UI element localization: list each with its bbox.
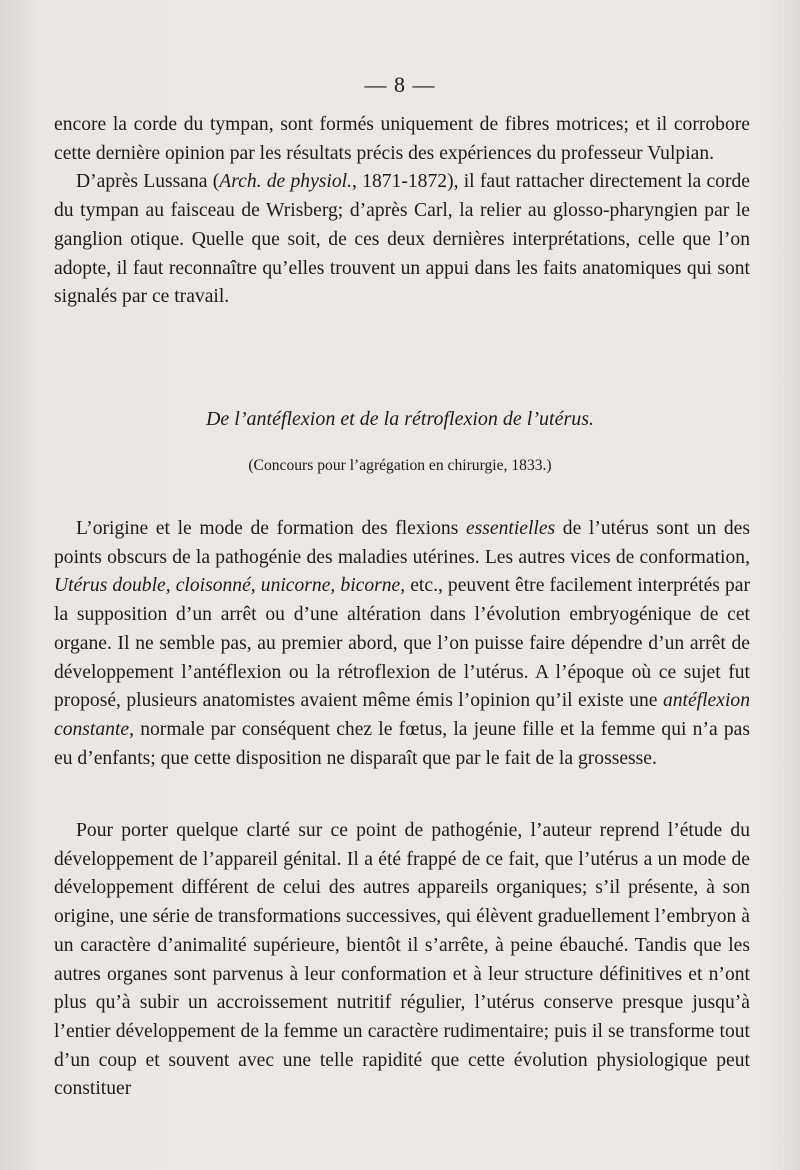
intro-p2-start: D’après Lussana ( bbox=[76, 171, 220, 193]
emphasis-uterus-types: Utérus double, cloisonné, unicorne, bicorne, bbox=[54, 575, 406, 597]
section-title: De l’antéflexion et de la rétroflexion de l’utérus. bbox=[205, 408, 595, 430]
body-paragraph-2 bbox=[54, 817, 750, 1104]
section-subtitle: (Concours pour l’agrégation en chirurgie, 1833.) bbox=[248, 457, 552, 474]
page-number: — 8 — bbox=[364, 72, 436, 97]
body-paragraph-1 bbox=[54, 515, 750, 773]
intro-paragraph-1: encore la corde du tympan, sont formés uniquement de fibres motrices; et il corrobore cette dernière opinion par les résultats précis des expériences du professeur Vulpian. bbox=[54, 114, 750, 164]
intro-section bbox=[54, 111, 750, 312]
body-p1-a: L’origine et le mode de formation des flexions bbox=[76, 518, 466, 539]
body-p1-b: de l’utérus sont un des points obscurs de la pathogénie des maladies utérines. Les autres vices de conformation, bbox=[54, 518, 750, 568]
body-p2: Pour porter quelque clarté sur ce point de pathogénie, l’auteur reprend l’étude du développement de l’appareil génital. Il a été frappé de ce fait, que l’utérus a un mode de développement différent de celui des autres appareils organiques; s’il présente, à son origine, une série de transformations successives, qui élèvent graduellement l’embryon à un caractère d’animalité supérieure, bientôt il s’arrête, à peine ébauché. Tandis que les autres organes sont parvenus à leur conformation et à leur structure définitives et n’ont plus qu’à subir un accroissement nutritif régulier, l’utérus conserve presque jusqu’à l’entier développement de la femme un caractère rudimentaire; puis il se transforme tout d’un coup et souvent avec une telle rapidité que cette évolution physiologique peut constituer bbox=[54, 820, 750, 1100]
body-p1-c: etc., peuvent être facilement interprétés par la supposition d’un arrêt ou d’une altération dans l’évolution embryogénique de cet organe. Il ne semble pas, au premier abord, que l’on puisse faire dépendre d’un arrêt de développement l’antéflexion ou la rétroflexion de l’utérus. A l’époque où ce sujet fut proposé, plusieurs anatomistes avaient même émis l’opinion qu’il existe une bbox=[54, 575, 750, 712]
body-p1-d: normale par conséquent chez le fœtus, la jeune fille et la femme qui n’a pas eu d’enfants; que cette disposition ne disparaît que par le fait de la grossesse. bbox=[54, 718, 750, 769]
intro-p2-rest: , 1871-1872), il faut rattacher directement la corde du tympan au faisceau de Wrisberg; d’après Carl, la relier au glosso-pharyngien par le ganglion otique. Quelle que soit, de ces deux dernières interprétations, celle que l’on adopte, il faut reconnaître qu’elles trouvent un appui dans les faits anatomiques qui sont signalés par ce travail. bbox=[54, 171, 750, 308]
journal-reference: Arch. de physiol. bbox=[219, 171, 353, 193]
intro-paragraph-2 bbox=[54, 168, 750, 312]
emphasis-essentielles: essentielles bbox=[465, 518, 556, 539]
emphasis-anteflexion: antéflexion constante, bbox=[54, 690, 750, 740]
